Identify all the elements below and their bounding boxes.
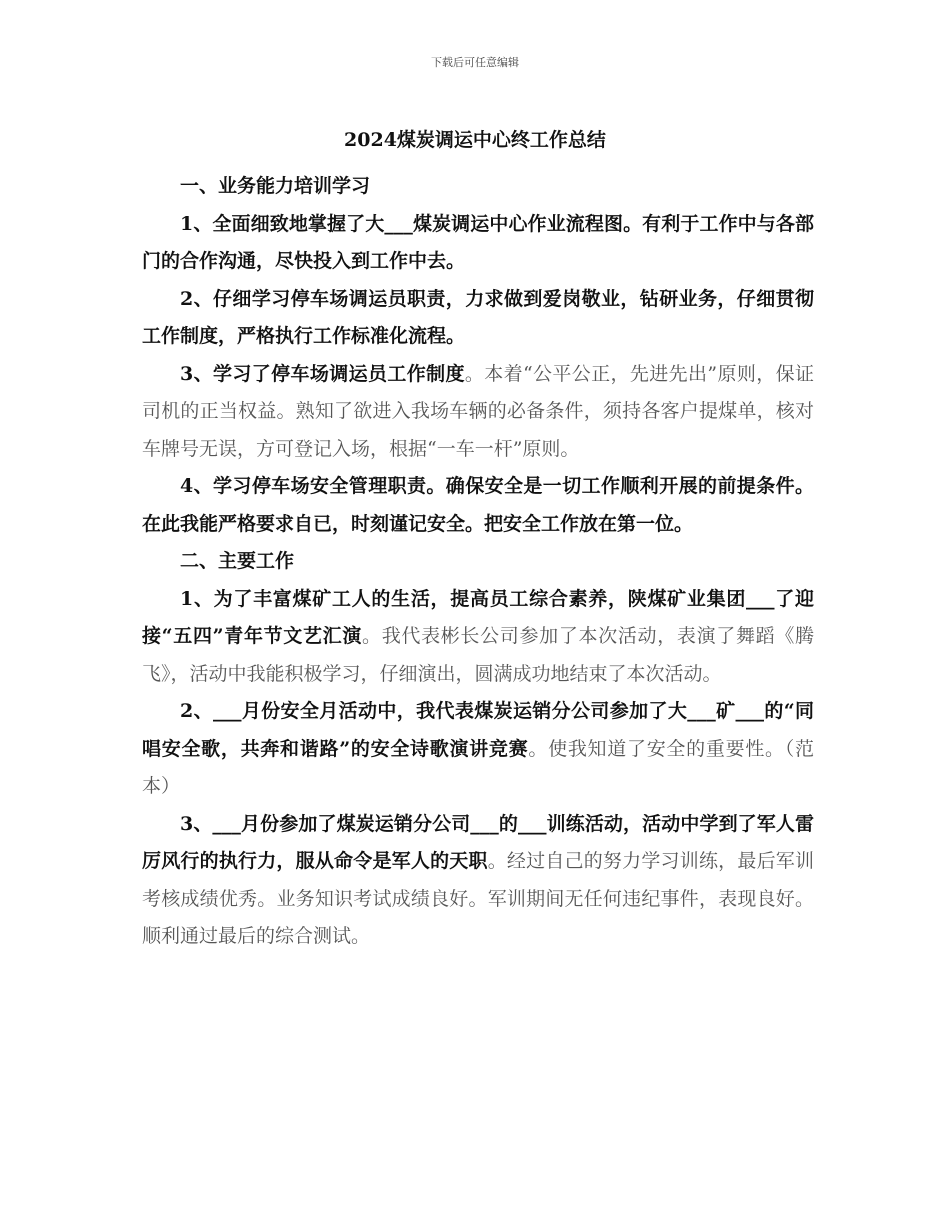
paragraph-2-3-lead: 3、___月份参加了煤炭运销分公司___的___训练活动，活动中学到了军人雷厉风行的执行力，服从命令是军人的天职 — [142, 812, 814, 872]
paragraph-2-1-lead: 1、为了丰富煤矿工人的生活，提高员工综合素养，陕煤矿业集团___了迎接“五四”青年节文艺汇演 — [142, 587, 814, 647]
paragraph-2-1-rest: 。我代表彬长公司参加了本次活动，表演了舞蹈《腾飞》，活动中我能积极学习，仔细演出，圆满成功地结束了本次活动。 — [142, 625, 814, 685]
document-title: 2024煤炭调运中心终工作总结 — [344, 129, 606, 151]
paragraph-1-3 — [142, 356, 814, 469]
paragraph-2-2-rest: 。使我知道了安全的重要性。（范本） — [142, 737, 814, 797]
paragraph-2-2 — [142, 693, 814, 806]
paragraph-2-1 — [142, 581, 814, 694]
paragraph-2-3-rest: 。经过自己的努力学习训练，最后军训考核成绩优秀。业务知识考试成绩良好。军训期间无任何违纪事件，表现良好。顺利通过最后的综合测试。 — [142, 850, 814, 947]
document-body — [142, 168, 814, 956]
paragraph-2-2-lead: 2、___月份安全月活动中，我代表煤炭运销分公司参加了大___矿___的“同唱安全歌，共奔和谐路”的安全诗歌演讲竞赛 — [142, 700, 814, 760]
paragraph-1-2: 2、仔细学习停车场调运员职责，力求做到爱岗敬业，钻研业务，仔细贯彻工作制度，严格执行工作标准化流程。 — [142, 287, 814, 347]
paragraph-1-1: 1、全面细致地掌握了大___煤炭调运中心作业流程图。有利于工作中与各部门的合作沟通，尽快投入到工作中去。 — [142, 212, 814, 272]
paragraph-1-3-rest: 。本着“公平公正，先进先出”原则，保证司机的正当权益。熟知了欲进入我场车辆的必备条件，须持各客户提煤单，核对车牌号无误，方可登记入场，根据“一车一杆”原则。 — [142, 362, 814, 460]
paragraph-1-3-lead: 3、学习了停车场调运员工作制度 — [180, 362, 465, 385]
section-heading-1: 一、业务能力培训学习 — [180, 175, 371, 197]
paragraph-2-3 — [142, 806, 814, 956]
section-heading-2: 二、主要工作 — [180, 550, 295, 572]
page-header-note: 下载后可任意编辑 — [431, 56, 519, 69]
paragraph-1-4: 4、学习停车场安全管理职责。确保安全是一切工作顺利开展的前提条件。在此我能严格要求自已，时刻谨记安全。把安全工作放在第一位。 — [142, 475, 814, 535]
